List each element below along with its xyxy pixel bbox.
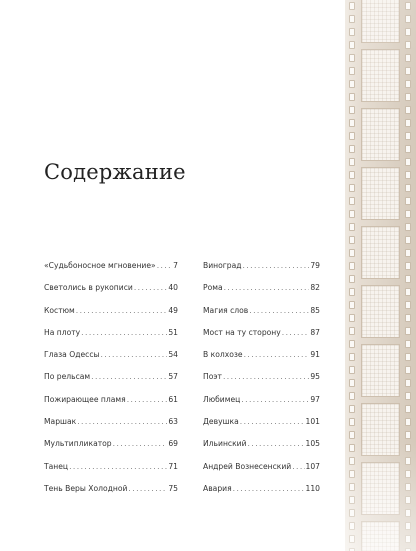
toc-leader-dots	[240, 417, 305, 426]
toc-entry-page: 54	[168, 350, 178, 360]
toc-leader-dots	[127, 395, 168, 404]
film-perforations-left	[349, 0, 356, 551]
film-perforations-right	[405, 0, 412, 551]
film-perforation	[349, 223, 355, 231]
film-perforation	[405, 210, 411, 218]
film-perforation	[405, 275, 411, 283]
toc-entry-title: Магия слов	[203, 305, 249, 315]
toc-entry	[44, 395, 178, 417]
film-frame	[361, 108, 400, 161]
film-perforation	[349, 249, 355, 257]
film-perforation	[405, 223, 411, 231]
film-perforation	[349, 197, 355, 205]
film-perforation	[405, 483, 411, 491]
film-strip-decoration	[345, 0, 416, 551]
page-title: Содержание	[44, 160, 186, 184]
film-perforation	[349, 522, 355, 530]
toc-entry	[203, 328, 320, 350]
film-perforation	[349, 67, 355, 75]
toc-entry-page: 7	[173, 261, 178, 270]
film-perforation	[349, 93, 355, 101]
film-perforation	[405, 392, 411, 400]
film-perforation	[349, 184, 355, 192]
film-perforation	[349, 301, 355, 309]
film-perforation	[349, 158, 355, 166]
toc-leader-dots	[233, 484, 305, 493]
toc-entry	[203, 417, 320, 439]
film-perforation	[405, 171, 411, 179]
film-perforation	[349, 106, 355, 114]
toc-entry-page: 95	[310, 372, 320, 382]
toc-entry	[44, 439, 178, 461]
toc-entry-title: Авария	[203, 483, 232, 493]
toc-entry	[44, 283, 178, 305]
film-perforation	[349, 509, 355, 517]
toc-leader-dots	[242, 261, 309, 270]
film-perforation	[405, 106, 411, 114]
film-perforation	[405, 236, 411, 244]
film-perforation	[349, 340, 355, 348]
toc-right-column	[203, 261, 320, 506]
film-perforation	[405, 80, 411, 88]
film-perforation	[349, 80, 355, 88]
film-perforation	[405, 509, 411, 517]
film-perforation	[405, 496, 411, 504]
toc-entry-page: 79	[310, 261, 320, 270]
film-perforation	[349, 236, 355, 244]
film-frame	[361, 285, 400, 338]
film-frame	[361, 226, 400, 279]
film-perforation	[405, 93, 411, 101]
toc-entry-title: Девушка	[203, 417, 239, 427]
toc-entry	[203, 350, 320, 372]
toc-leader-dots	[249, 306, 309, 315]
film-perforation	[405, 301, 411, 309]
toc-entry-title: Маршак	[44, 417, 77, 427]
film-perforation	[405, 314, 411, 322]
film-perforation	[405, 288, 411, 296]
film-perforation	[405, 132, 411, 140]
toc-leader-dots	[91, 372, 167, 381]
film-perforation	[349, 431, 355, 439]
film-perforation	[349, 2, 355, 10]
toc-entry-title: Мультипликатор	[44, 439, 112, 449]
toc-entry-page: 69	[168, 439, 178, 449]
toc-leader-dots	[81, 328, 167, 337]
toc-entry-title: Глаза Одессы	[44, 350, 100, 360]
toc-leader-dots	[113, 439, 168, 448]
film-perforation	[405, 535, 411, 543]
film-perforation	[349, 132, 355, 140]
film-perforation	[405, 15, 411, 23]
toc-entry	[203, 306, 320, 328]
toc-entry-page: 91	[310, 350, 320, 360]
film-perforation	[405, 262, 411, 270]
toc-leader-dots	[223, 372, 309, 381]
toc-entry-title: Тень Веры Холодной	[44, 483, 128, 493]
film-perforation	[349, 314, 355, 322]
film-perforation	[349, 171, 355, 179]
toc-entry	[203, 439, 320, 461]
film-perforation	[349, 366, 355, 374]
toc-leader-dots	[248, 439, 305, 448]
toc-entry-page: 105	[305, 439, 320, 449]
film-frame	[361, 462, 400, 515]
film-perforation	[405, 28, 411, 36]
film-frame	[361, 344, 400, 397]
film-perforation	[349, 327, 355, 335]
toc-left-column	[44, 261, 178, 506]
film-perforation	[349, 405, 355, 413]
toc-entry-title: По рельсам	[44, 372, 91, 382]
toc-entry	[44, 261, 178, 283]
toc-leader-dots	[69, 462, 167, 471]
toc-entry-title: Поэт	[203, 372, 222, 382]
film-perforation	[405, 379, 411, 387]
film-perforation	[405, 444, 411, 452]
toc-entry-page: 49	[168, 305, 178, 315]
toc-entry-title: Виноград	[203, 261, 242, 270]
film-perforation	[349, 119, 355, 127]
toc-entry	[44, 372, 178, 394]
toc-leader-dots	[282, 328, 310, 337]
film-frame	[361, 521, 400, 551]
toc-entry	[203, 261, 320, 283]
film-perforation	[405, 418, 411, 426]
toc-entry-page: 61	[168, 394, 178, 404]
toc-entry-title: Костюм	[44, 305, 75, 315]
film-perforation	[405, 405, 411, 413]
toc-entry-title: Любимец	[203, 394, 241, 404]
film-frame	[361, 0, 400, 43]
film-perforation	[349, 470, 355, 478]
film-perforation	[349, 535, 355, 543]
toc-entry	[44, 306, 178, 328]
toc-entry-page: 85	[310, 305, 320, 315]
film-perforation	[349, 15, 355, 23]
toc-entry-title: В колхозе	[203, 350, 243, 360]
film-perforation	[349, 379, 355, 387]
film-perforation	[405, 119, 411, 127]
film-perforation	[405, 41, 411, 49]
film-perforation	[349, 418, 355, 426]
film-perforation	[349, 54, 355, 62]
toc-entry-page: 110	[305, 483, 320, 493]
film-perforation	[405, 249, 411, 257]
film-perforation	[405, 184, 411, 192]
film-perforation	[349, 210, 355, 218]
toc-entry-page: 63	[168, 417, 178, 427]
toc-entry-title: Танец	[44, 461, 69, 471]
toc-entry	[203, 484, 320, 506]
film-perforation	[349, 457, 355, 465]
film-perforation	[405, 158, 411, 166]
toc-leader-dots	[292, 462, 304, 471]
film-perforation	[349, 145, 355, 153]
toc-entry-title: Пожирающее пламя	[44, 394, 126, 404]
toc-leader-dots	[157, 261, 172, 270]
toc-entry	[203, 395, 320, 417]
toc-entry	[203, 372, 320, 394]
toc-entry	[44, 462, 178, 484]
toc-entry-page: 40	[168, 283, 178, 293]
toc-leader-dots	[224, 283, 310, 292]
toc-entry	[44, 484, 178, 506]
film-perforation	[405, 2, 411, 10]
toc-entry-title: Ильинский	[203, 439, 247, 449]
toc-leader-dots	[101, 350, 168, 359]
toc-entry-page: 97	[310, 394, 320, 404]
toc-entry-page: 75	[168, 483, 178, 493]
film-perforation	[405, 197, 411, 205]
film-perforation	[349, 275, 355, 283]
film-perforation	[405, 522, 411, 530]
toc-entry-page: 71	[168, 461, 178, 471]
toc-leader-dots	[128, 484, 167, 493]
toc-entry-page: 107	[305, 461, 320, 471]
toc-leader-dots	[77, 417, 167, 426]
film-perforation	[349, 392, 355, 400]
toc-entry-title: Рома	[203, 283, 223, 293]
toc-entry-title: Светолись в рукописи	[44, 283, 133, 293]
film-perforation	[405, 327, 411, 335]
toc-entry-title: Андрей Вознесенский	[203, 461, 292, 471]
film-perforation	[349, 288, 355, 296]
toc-entry	[203, 462, 320, 484]
toc-entry	[44, 328, 178, 350]
toc-entry	[44, 350, 178, 372]
toc-entry	[44, 417, 178, 439]
toc-leader-dots	[76, 306, 168, 315]
film-frame	[361, 167, 400, 220]
toc-entry-page: 87	[310, 327, 320, 337]
film-perforation	[349, 496, 355, 504]
film-perforation	[405, 340, 411, 348]
film-perforation	[405, 457, 411, 465]
film-perforation	[349, 262, 355, 270]
toc-entry-title: «Судьбоносное мгновение»	[44, 261, 156, 270]
film-perforation	[405, 470, 411, 478]
toc-entry-page: 101	[305, 417, 320, 427]
film-perforation	[405, 366, 411, 374]
film-perforation	[349, 41, 355, 49]
toc-entry-page: 51	[168, 327, 178, 337]
toc-leader-dots	[241, 395, 309, 404]
film-perforation	[405, 431, 411, 439]
film-perforation	[405, 353, 411, 361]
film-perforation	[349, 483, 355, 491]
toc-entry-title: На плоту	[44, 327, 81, 337]
film-frame	[361, 49, 400, 102]
film-perforation	[349, 444, 355, 452]
toc-leader-dots	[134, 283, 168, 292]
toc-leader-dots	[244, 350, 310, 359]
toc-entry-title: Мост на ту сторону	[203, 327, 281, 337]
film-perforation	[405, 54, 411, 62]
toc-entry-page: 82	[310, 283, 320, 293]
film-frame	[361, 403, 400, 456]
toc-entry	[203, 283, 320, 305]
film-perforation	[349, 28, 355, 36]
toc-entry-page: 57	[168, 372, 178, 382]
film-perforation	[405, 145, 411, 153]
film-perforation	[349, 353, 355, 361]
film-perforation	[405, 67, 411, 75]
